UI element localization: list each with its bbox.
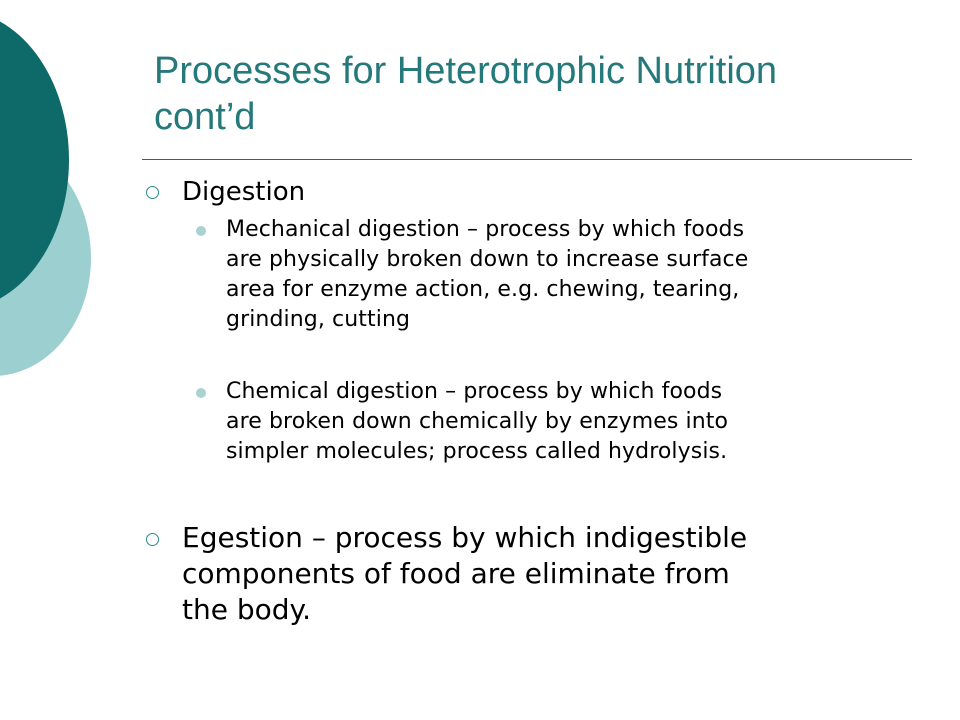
text-line: are physically broken down to increase surface [226,247,749,272]
bullet-text [182,520,922,628]
text-line: components of food are eliminate from [182,557,730,590]
sub-bullet-text [226,215,906,335]
bullet-digestion [146,176,906,208]
text-line: area for enzyme action, e.g. chewing, tearing, [226,277,740,302]
filled-dot-bullet-icon [196,226,206,236]
text-line: the body. [182,593,312,626]
text-line: are broken down chemically by enzymes into [226,409,729,434]
bullet-text: Digestion [182,177,306,207]
slide-title [154,48,914,140]
title-line-2: cont’d [154,96,256,138]
title-line-1: Processes for Heterotrophic Nutrition [154,50,778,92]
title-divider [142,159,912,160]
filled-dot-bullet-icon [196,388,206,398]
text-line: Egestion – process by which indigestible [182,521,748,554]
text-line: Mechanical digestion – process by which foods [226,217,745,242]
sub-bullet-text [226,377,906,467]
text-line: Chemical digestion – process by which foods [226,379,723,404]
text-line: grinding, cutting [226,307,411,332]
text-line: simpler molecules; process called hydrolysis. [226,439,728,464]
hollow-circle-bullet-icon [146,186,159,199]
hollow-circle-bullet-icon [146,533,159,546]
